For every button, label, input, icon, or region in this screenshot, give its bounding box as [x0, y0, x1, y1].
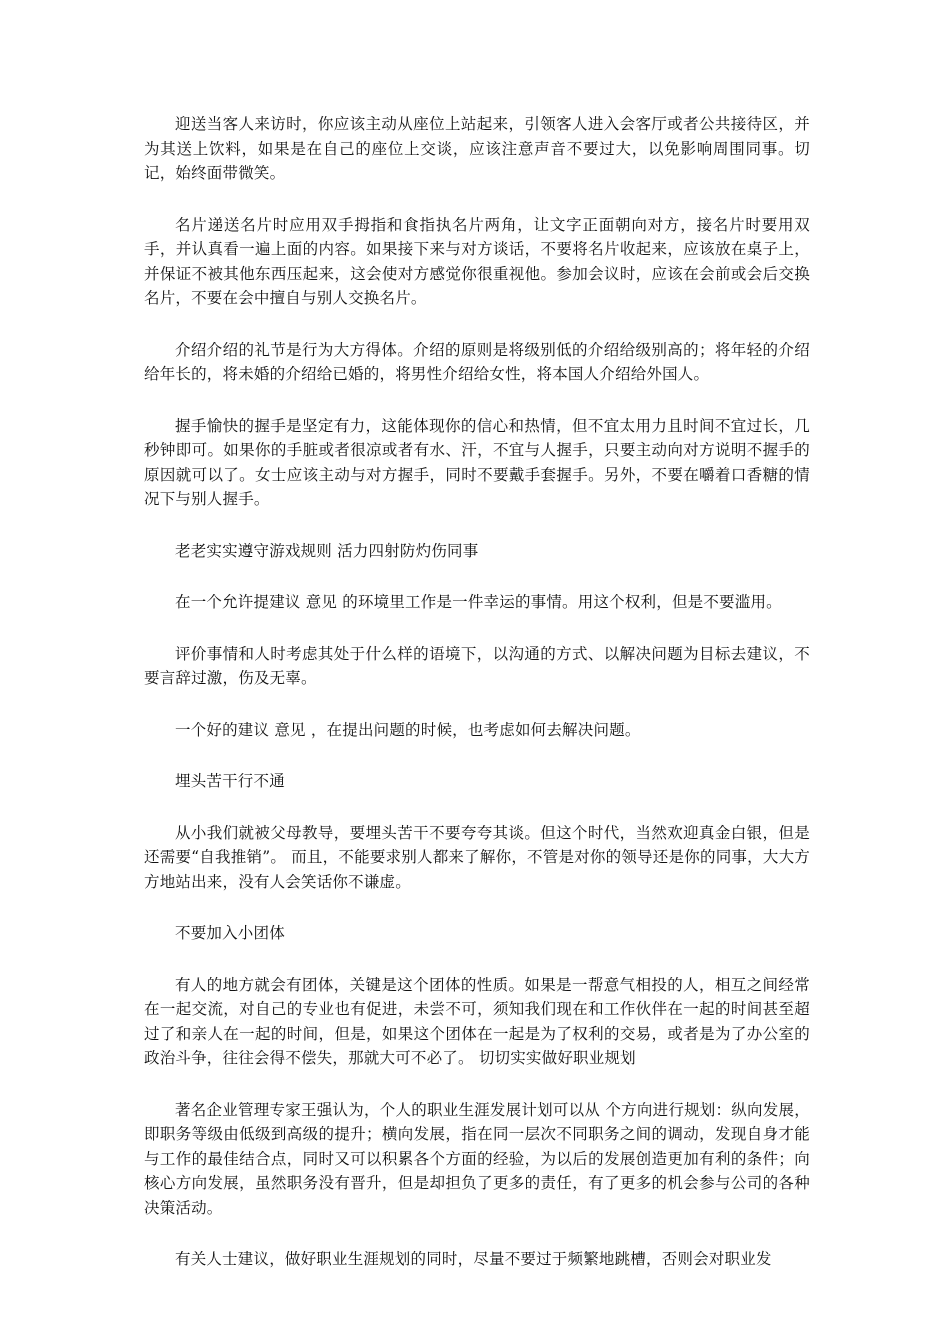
paragraph-good-suggestion: 一个好的建议 意见 ，在提出问题的时候，也考虑如何去解决问题。 — [175, 720, 641, 739]
heading-hard-work: 埋头苦干行不通 — [175, 772, 285, 790]
document-body — [144, 112, 810, 1299]
paragraph-self-promotion: 从小我们就被父母教导，要埋头苦干不要夸夸其谈。但这个时代，当然欢迎真金白银，但是还需要“自我推销”。 而且，不能要求别人都来了解你，不管是对你的领导还是你的同事，大大方方地站出来，没有人会笑话你不谦虚。 — [144, 823, 810, 891]
paragraph-job-hopping: 有关人士建议，做好职业生涯规划的同时，尽量不要过于频繁地跳槽，否则会对职业发 — [175, 1250, 772, 1268]
paragraph-evaluation: 评价事情和人时考虑其处于什么样的语境下，以沟通的方式、以解决问题为目标去建议，不要言辞过激，伤及无辜。 — [144, 644, 810, 687]
paragraph-introduction: 介绍介绍的礼节是行为大方得体。介绍的原则是将级别低的介绍给级别高的；将年轻的介绍给年长的，将未婚的介绍给已婚的，将男性介绍给女性，将本国人介绍给外国人。 — [144, 340, 810, 383]
paragraph-handshake: 握手愉快的握手是坚定有力，这能体现你的信心和热情，但不宜太用力且时间不宜过长，几秒钟即可。如果你的手脏或者很凉或者有水、汗，不宜与人握手，只要主动向对方说明不握手的原因就可以了。女士应该主动与对方握手，同时不要戴手套握手。另外，不要在嚼着口香糖的情况下与别人握手。 — [144, 416, 810, 508]
paragraph-business-card: 名片递送名片时应用双手拇指和食指执名片两角，让文字正面朝向对方，接名片时要用双手，并认真看一遍上面的内容。如果接下来与对方谈话，不要将名片收起来，应该放在桌子上，并保证不被其他东西压起来，这会使对方感觉你很重视他。参加会议时，应该在会前或会后交换名片，不要在会中擅自与别人交换名片。 — [144, 215, 810, 307]
paragraph-groups: 有人的地方就会有团体，关键是这个团体的性质。如果是一帮意气相投的人，相互之间经常在一起交流，对自己的专业也有促进，未尝不可，须知我们现在和工作伙伴在一起的时间甚至超过了和亲人在一起的时间，但是，如果这个团体在一起是为了权利的交易，或者是为了办公室的政治斗争，往往会得不偿失，那就大可不必了。 切切实实做好职业规划 — [144, 975, 810, 1067]
paragraph-suggestions: 在一个允许提建议 意见 的环境里工作是一件幸运的事情。用这个权利，但是不要滥用。 — [175, 593, 782, 611]
heading-game-rules: 老老实实遵守游戏规则 活力四射防灼伤同事 — [175, 541, 479, 560]
paragraph-career-planning: 著名企业管理专家王强认为，个人的职业生涯发展计划可以从 个方向进行规划：纵向发展，即职务等级由低级到高级的提升；横向发展，指在同一层次不同职务之间的调动，发现自身才能与工作的最佳结合点，同时又可以积累各个方面的经验，为以后的发展创造更加有利的条件；向核心方向发展，虽然职务没有晋升，但是却担负了更多的责任，有了更多的机会参与公司的各种决策活动。 — [144, 1100, 810, 1217]
paragraph-greeting: 迎送当客人来访时，你应该主动从座位上站起来，引领客人进入会客厅或者公共接待区，并为其送上饮料，如果是在自己的座位上交谈，应该注意声音不要过大，以免影响周围同事。切记，始终面带微笑。 — [144, 115, 810, 182]
heading-small-groups: 不要加入小团体 — [175, 924, 285, 942]
